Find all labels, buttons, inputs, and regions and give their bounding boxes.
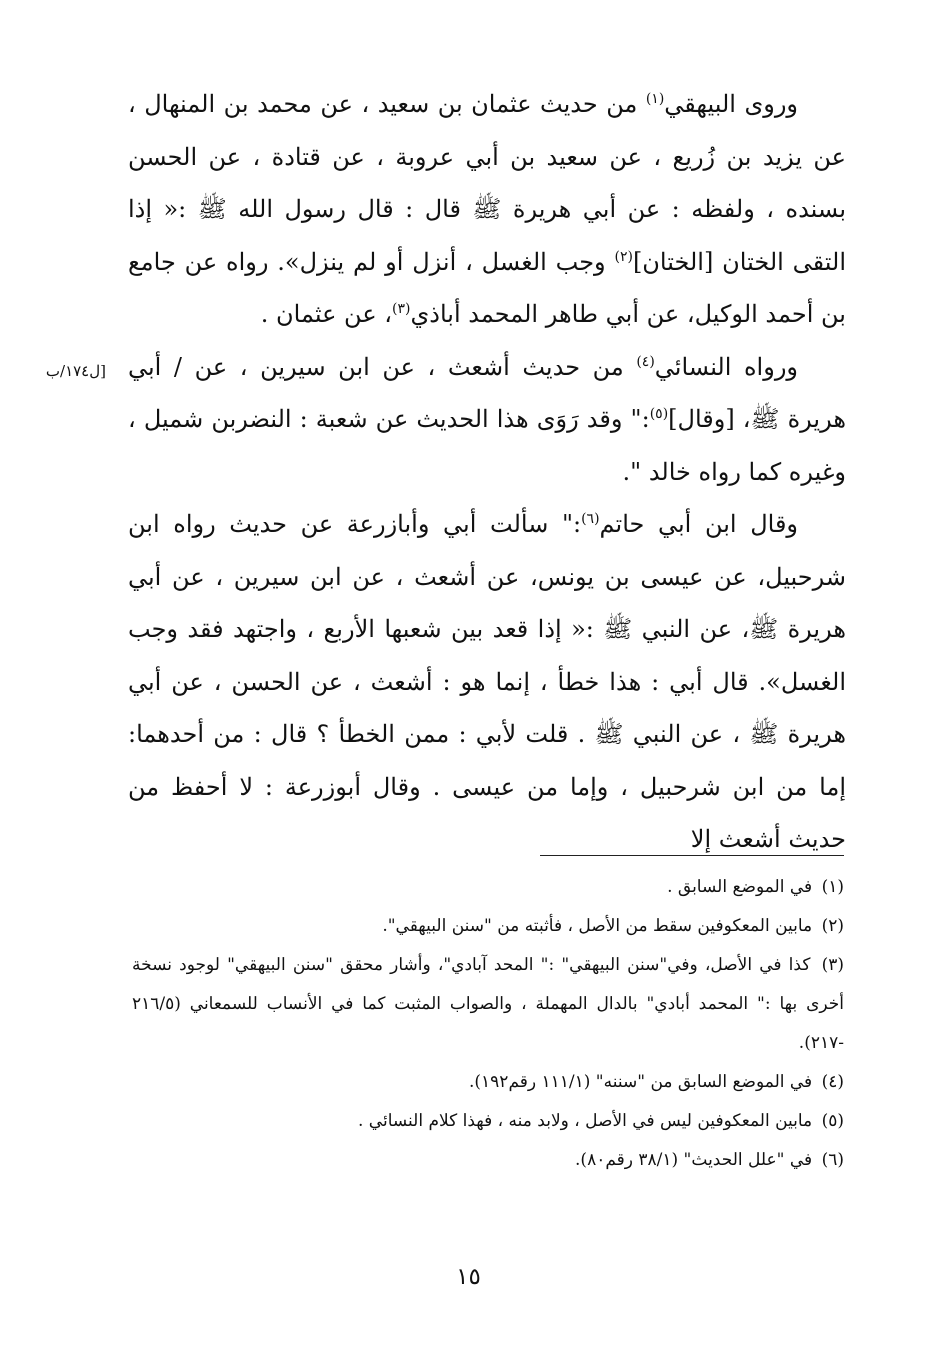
page-number: ١٥ <box>456 1264 481 1290</box>
footnote-3 <box>132 946 844 1063</box>
text-segment: وجب الغسل ، أنزل أو لم ينزل». رواه عن جامع بن أحمد الوكيل، عن أبي طاهر المحمد أباذي <box>128 247 846 328</box>
footnote-ref-2[interactable]: (٢) <box>614 248 633 265</box>
manuscript-folio-marker: [ل١٧٤/ب <box>45 362 106 380</box>
footnote-ref-4[interactable]: (٤) <box>636 353 655 370</box>
main-text <box>128 78 846 866</box>
footnote-text: في الموضع السابق من "سننه" (١١١/١ رقم١٩٢). <box>468 1072 813 1092</box>
footnote-number: (٦) <box>821 1150 844 1170</box>
footnote-text: كذا في الأصل، وفي"سنن البيهقي" :" المحد آبادي"، وأشار محقق "سنن البيهقي" لوجود نسخة أخرى بها :" المحمد أبادي" بالدال المهملة ، والصواب المثبت كما في الأنساب للسمعاني (٢١٦/٥ -٢١٧). <box>132 955 844 1053</box>
footnote-ref-6[interactable]: (٦) <box>581 511 600 527</box>
footnote-4 <box>132 1063 844 1102</box>
footnote-text: مابين المعكوفين ليس في الأصل ، ولابد منه ، فهذا كلام النسائي . <box>357 1111 813 1131</box>
footnote-text: في "علل الحديث" (٣٨/١ رقم٨٠). <box>575 1150 813 1170</box>
paragraph-3 <box>128 498 846 866</box>
footnote-text: مابين المعكوفين سقط من الأصل ، فأثبته من "سنن البيهقي". <box>382 916 813 936</box>
paragraph-1 <box>128 78 846 341</box>
footnote-5 <box>132 1102 844 1141</box>
text-segment: :" وقد رَوَى هذا الحديث عن شعبة : النضربن شميل ، وغيره كما رواه خالد ". <box>128 405 846 486</box>
footnote-ref-1[interactable]: (١) <box>645 91 665 107</box>
footnote-1 <box>132 868 844 907</box>
footnote-ref-3[interactable]: (٣) <box>392 301 411 317</box>
footnote-text: في الموضع السابق . <box>667 877 813 897</box>
text-segment: وقال ابن أبي حاتم <box>599 510 799 538</box>
text-segment: :" سألت أبي وأبازرعة عن حديث رواه ابن شرحبيل، عن عيسى بن يونس، عن أشعث ، عن ابن سيرين ، عن أبي هريرة ﷺ، عن النبي ﷺ :« إذا قعد بين شعبها الأربع ، واجتهد فقد وجب الغسل». قال أبي : هذا خطأ ، إنما هو : أشعث ، عن الحسن ، عن أبي هريرة ﷺ ، عن النبي ﷺ . قلت لأبي : ممن الخطأ ؟ قال : من أحدهما: إما من ابن شرحبيل ، وإما من عيسى . وقال أبوزرعة : لا أحفظ من حديث أشعث إلا <box>128 510 846 853</box>
text-segment: من حديث عثمان بن سعيد ، عن محمد بن المنهال ، عن يزيد بن زُريع ، عن سعيد بن أبي عروبة ، عن قتادة ، عن الحسن بسنده ، ولفظه : عن أبي هريرة ﷺ قال : قال رسول الله ﷺ :« إذا التقى الختان [الختان] <box>128 90 847 276</box>
footnote-2 <box>132 907 844 946</box>
text-segment: ، عن عثمان . <box>260 300 393 328</box>
footnote-ref-5[interactable]: (٥) <box>649 406 669 422</box>
text-segment: ورواه النسائي <box>654 352 798 381</box>
footnote-number: (٤) <box>821 1072 844 1092</box>
footnote-number: (١) <box>821 877 844 897</box>
footnote-divider <box>540 855 844 856</box>
text-segment: من حديث أشعث ، عن ابن سيرين ، عن / أبي هريرة ﷺ، [وقال] <box>128 352 846 433</box>
footnote-number: (٥) <box>821 1111 844 1131</box>
footnote-6 <box>132 1141 844 1180</box>
footnote-number: (٣) <box>821 955 844 975</box>
paragraph-2 <box>128 341 846 499</box>
footnotes-section <box>132 868 844 1180</box>
text-segment: وروى البيهقي <box>664 90 798 118</box>
footnote-number: (٢) <box>821 916 844 936</box>
